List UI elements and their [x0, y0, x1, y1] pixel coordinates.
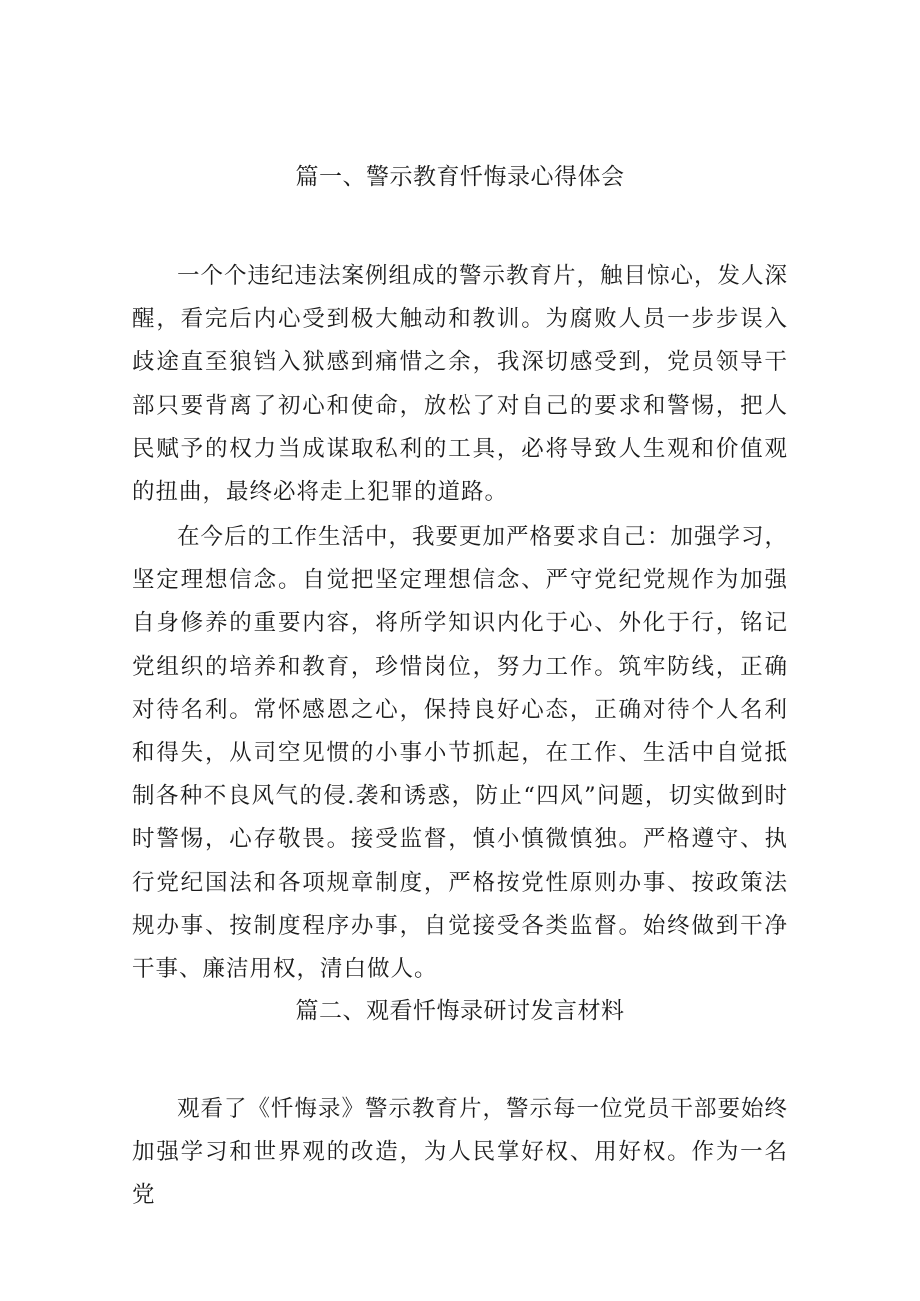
section-2-paragraph-1: 观看了《忏悔录》警示教育片，警示每一位党员干部要始终加强学习和世界观的改造，为人民掌好权、用好权。作为一名党 [132, 1096, 789, 1209]
section-1-paragraph-1: 一个个违纪违法案例组成的警示教育片，触目惊心，发人深醒，看完后内心受到极大触动和教训。为腐败人员一步步误入歧途直至狼铛入狱感到痛惜之余，我深切感受到，党员领导干部只要背离了初心和使命，放松了对自己的要求和警惕，把人民赋予的权力当成谋取私利的工具，必将导致人生观和价值观的扭曲，最终必将走上犯罪的道路。 [132, 263, 789, 506]
section-1-heading: 篇一、警示教育忏悔录心得体会 [295, 164, 625, 190]
section-2-heading: 篇二、观看忏悔录研讨发言材料 [295, 998, 625, 1024]
section-1-paragraph-2: 在今后的工作生活中，我要更加严格要求自己：加强学习，坚定理想信念。自觉把坚定理想信念、严守党纪党规作为加强自身修养的重要内容，将所学知识内化于心、外化于行，铭记党组织的培养和教育，珍惜岗位，努力工作。筑牢防线，正确对待名利。常怀感恩之心，保持良好心态，正确对待个人名利和得失，从司空见惯的小事小节抓起，在工作、生活中自觉抵制各种不良风气的侵.袭和诱惑，防止“四风”问题，切实做到时时警惕，心存敬畏。接受监督，慎小慎微慎独。严格遵守、执行党纪国法和各项规章制度，严格按党性原则办事、按政策法规办事、按制度程序办事，自觉接受各类监督。始终做到干净干事、廉洁用权，清白做人。 [132, 524, 789, 983]
